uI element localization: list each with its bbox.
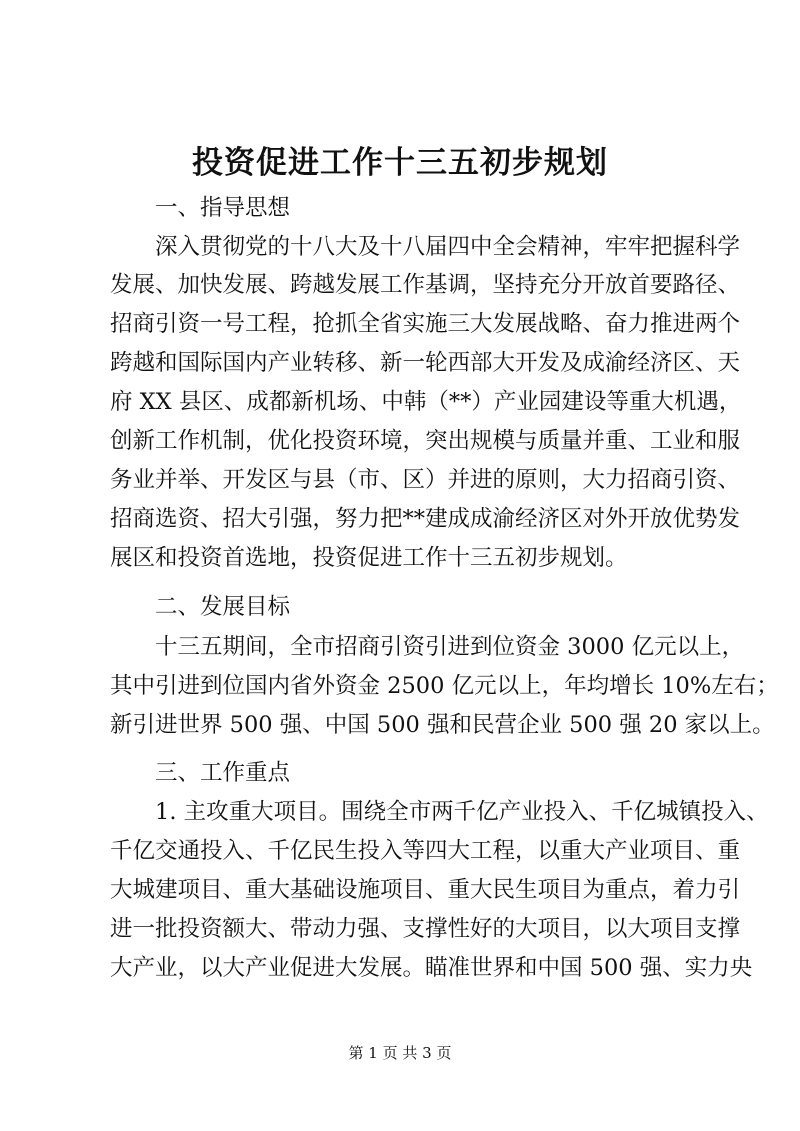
paragraph-line: 大产业，以大产业促进大发展。瞄准世界和中国 500 强、实力央	[110, 955, 753, 981]
document-title: 投资促进工作十三五初步规划	[192, 145, 608, 181]
paragraph-line: 府 XX 县区、成都新机场、中韩（**）产业园建设等重大机遇，	[110, 389, 742, 415]
paragraph-line: 招商引资一号工程，抢抓全省实施三大发展战略、奋力推进两个	[110, 311, 741, 337]
paragraph-line: 十三五期间，全市招商引资引进到位资金 3000 亿元以上，	[155, 634, 745, 660]
paragraph-line: 跨越和国际国内产业转移、新一轮西部大开发及成渝经济区、天	[110, 350, 741, 376]
paragraph-line: 其中引进到位国内省外资金 2500 亿元以上，年均增长 10%左右；	[110, 673, 779, 699]
paragraph-line: 展区和投资首选地，投资促进工作十三五初步规划。	[110, 545, 628, 571]
paragraph-line: 大城建项目、重大基础设施项目、重大民生项目为重点，着力引	[110, 877, 741, 903]
paragraph-line: 新引进世界 500 强、中国 500 强和民营企业 500 强 20 家以上。	[110, 712, 775, 738]
paragraph-line: 招商选资、招大引强，努力把**建成成渝经济区对外开放优势发	[110, 506, 741, 532]
section-heading-work-priorities: 三、工作重点	[155, 760, 291, 786]
paragraph-line: 发展、加快发展、跨越发展工作基调，坚持充分开放首要路径、	[110, 272, 741, 298]
paragraph-line: 创新工作机制，优化投资环境，突出规模与质量并重、工业和服	[110, 428, 741, 454]
section-heading-guiding-ideology: 一、指导思想	[155, 195, 291, 221]
paragraph-line: 务业并举、开发区与县（市、区）并进的原则，大力招商引资、	[110, 467, 741, 493]
paragraph-line: 千亿交通投入、千亿民生投入等四大工程，以重大产业项目、重	[110, 838, 741, 864]
paragraph-line: 深入贯彻党的十八大及十八届四中全会精神，牢牢把握科学	[155, 234, 741, 260]
paragraph-line: 1. 主攻重大项目。围绕全市两千亿产业投入、千亿城镇投入、	[155, 799, 769, 825]
section-heading-development-goals: 二、发展目标	[155, 594, 291, 620]
page-number-footer: 第 1 页 共 3 页	[348, 1044, 452, 1062]
paragraph-line: 进一批投资额大、带动力强、支撑性好的大项目，以大项目支撑	[110, 916, 741, 942]
